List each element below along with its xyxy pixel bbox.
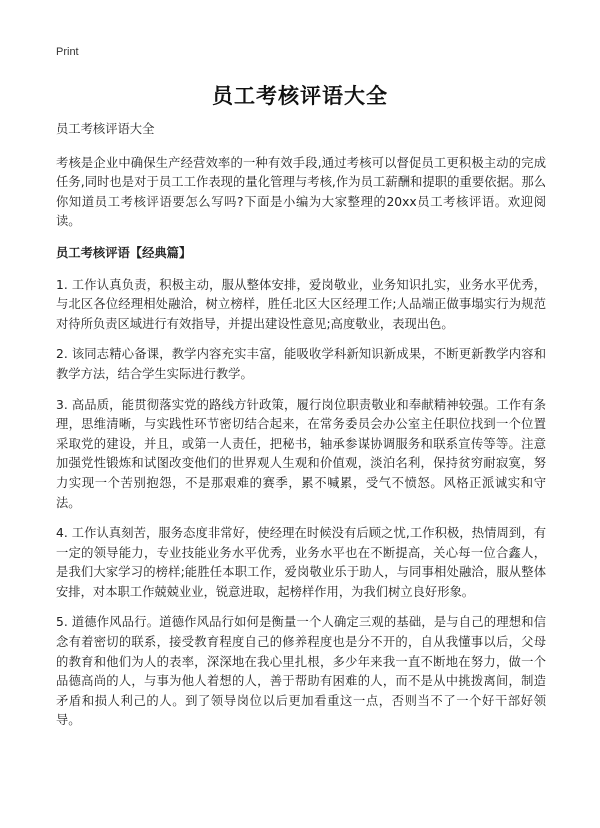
evaluation-item-4: 4. 工作认真刻苦，服务态度非常好，使经理在时候没有后顾之忧,工作积极，热情周到，有一定的领导能力，专业技能业务水平优秀，业务水平也在不断提高，关心每一位合鑫人，是我们大家学习的榜样;能胜任本职工作，爱岗敬业乐于助人，与同事相处融洽，服从整体安排，对本职工作兢兢业业，锐意进取，起榜样作用，为我们树立良好形象。 <box>56 526 546 599</box>
evaluation-item-1: 1. 工作认真负责，积极主动，服从整体安排，爱岗敬业，业务知识扎实，业务水平优秀，与北区各位经理相处融洽，树立榜样，胜任北区大区经理工作;人品端正做事塌实行为规范对待所负责区域进行有效指导，并提出建设性意见;高度敬业，表现出色。 <box>56 277 546 331</box>
evaluation-item-3: 3. 高品质，能贯彻落实党的路线方针政策，履行岗位职责敬业和奉献精神较强。工作有条理，思维清晰，与实践性环节密切结合起来，在常务委员会办公室主任职位找到一个位置采取党的建设，并且，或第一人责任，把秘书，轴承参谋协调服务和联系宣传等等。注意加强党性锻炼和试图改变他们的世界观人生观和价值观，淡泊名利，保持贫穷耐寂寞，努力实现一个苦别抱怨，不是那艰难的赛季，累不喊累，受气不愤怒。风格正派诚实和守法。 <box>56 397 546 510</box>
article-body <box>56 120 546 742</box>
intro-paragraph: 考核是企业中确保生产经营效率的一种有效手段,通过考核可以督促员工更积极主动的完成任务,同时也是对于员工工作表现的量化管理与考核,作为员工薪酬和提职的重要依据。那么你知道员工考核评语要怎么写吗?下面是小编为大家整理的20xx员工考核评语。欢迎阅读。 <box>56 155 546 229</box>
section-heading: 员工考核评语【经典篇】 <box>56 245 192 260</box>
page-title: 员工考核评语大全 <box>212 84 388 108</box>
print-link[interactable]: Print <box>56 46 79 58</box>
article-subtitle: 员工考核评语大全 <box>56 122 155 136</box>
evaluation-item-2: 2. 该同志精心备课，教学内容充实丰富，能吸收学科新知识新成果，不断更新教学内容和教学方法，结合学生实际进行教学。 <box>56 347 546 381</box>
evaluation-item-5: 5. 道德作风品行。道德作风品行如何是衡量一个人确定三观的基础，是与自己的理想和信念有着密切的联系，接受教育程度自己的修养程度也是分不开的，自从我懂事以后，父母的教育和他们为人的表率，深深地在我心里扎根，多少年来我一直不断地在努力，做一个品德高尚的人，与事为他人着想的人，善于帮助有困难的人，而不是从中挑拨离间，制造矛盾和损人利己的人。到了领导岗位以后更加看重这一点，否则当不了一个好干部好领导。 <box>56 615 546 728</box>
